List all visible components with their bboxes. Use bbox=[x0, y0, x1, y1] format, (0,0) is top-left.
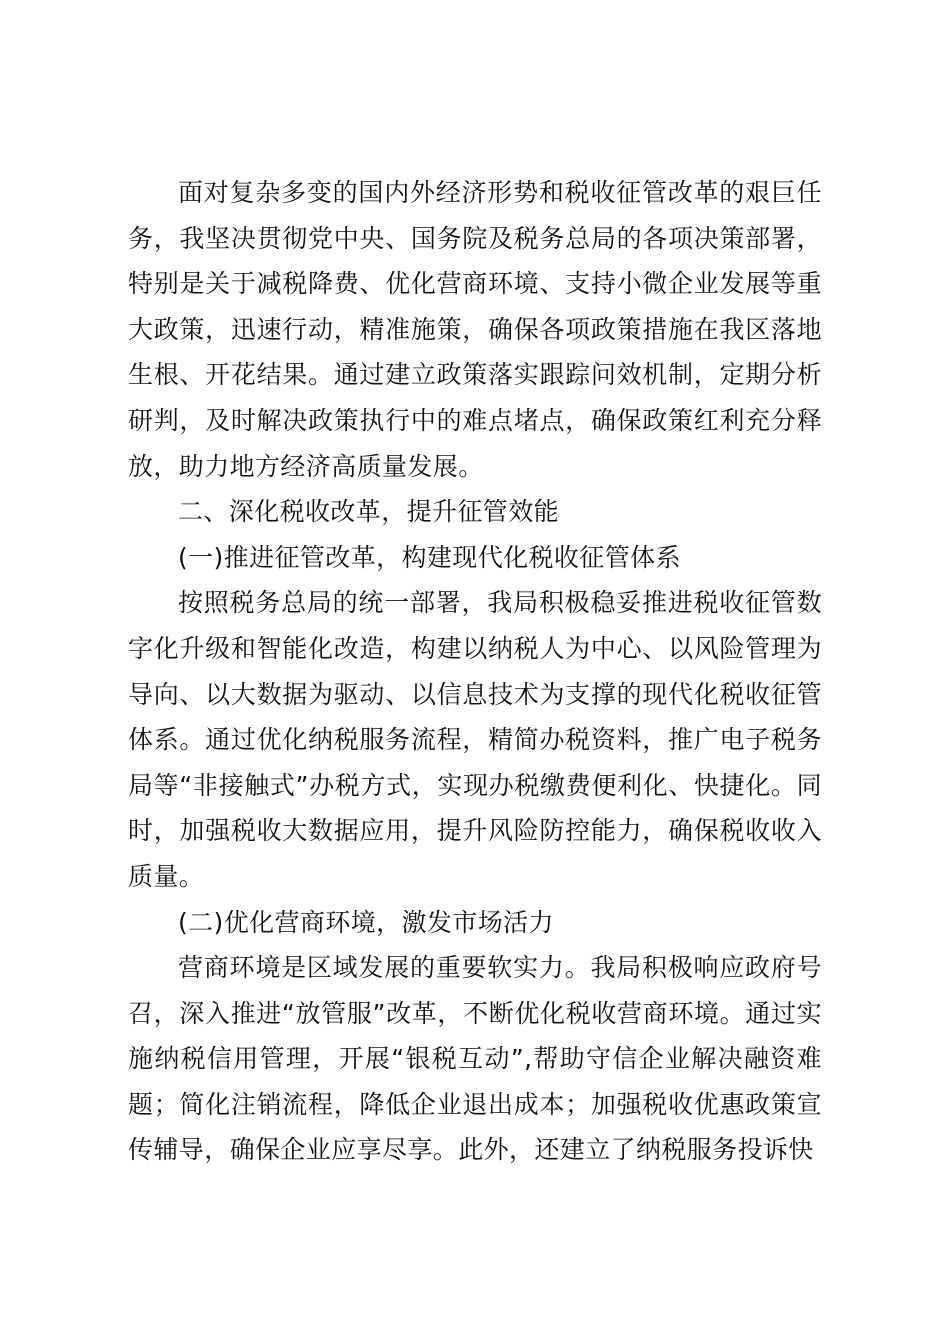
subsection-heading-collection-reform: (一)推进征管改革，构建现代化税收征管体系 bbox=[178, 542, 681, 572]
paragraph-collection-reform: 按照税务总局的统一部署，我局积极稳妥推进税收征管数字化升级和智能化改造，构建以纳税人为中心、以风险管理为导向、以大数据为驱动、以信息技术为支撑的现代化税收征管体系。通过优化纳税服务流程，精简办税资料，推广电子税务局等“非接触式”办税方式，实现办税缴费便利化、快捷化。同时，加强税收大数据应用，提升风险防控能力，确保税收收入质量。 bbox=[128, 588, 822, 891]
section-heading-deepen-reform: 二、深化税收改革，提升征管效能 bbox=[178, 497, 560, 527]
paragraph-policy-implementation: 面对复杂多变的国内外经济形势和税收征管改革的艰巨任务，我坚决贯彻党中央、国务院及税务总局的各项决策部署，特别是关于减税降费、优化营商环境、支持小微企业发展等重大政策，迅速行动，精准施策，确保各项政策措施在我区落地生根、开花结果。通过建立政策落实跟踪问效机制，定期分析研判，及时解决政策执行中的难点堵点，确保政策红利充分释放，助力地方经济高质量发展。 bbox=[128, 178, 822, 481]
document-page bbox=[128, 170, 822, 1173]
subsection-heading-business-environment: (二)优化营商环境，激发市场活力 bbox=[178, 907, 554, 937]
paragraph-business-environment: 营商环境是区域发展的重要软实力。我局积极响应政府号召，深入推进“放管服”改革，不断优化税收营商环境。通过实施纳税信用管理，开展“银税互动”,帮助守信企业解决融资难题；简化注销流程，降低企业退出成本；加强税收优惠政策宣传辅导，确保企业应享尽享。此外，还建立了纳税服务投诉快 bbox=[128, 953, 822, 1165]
